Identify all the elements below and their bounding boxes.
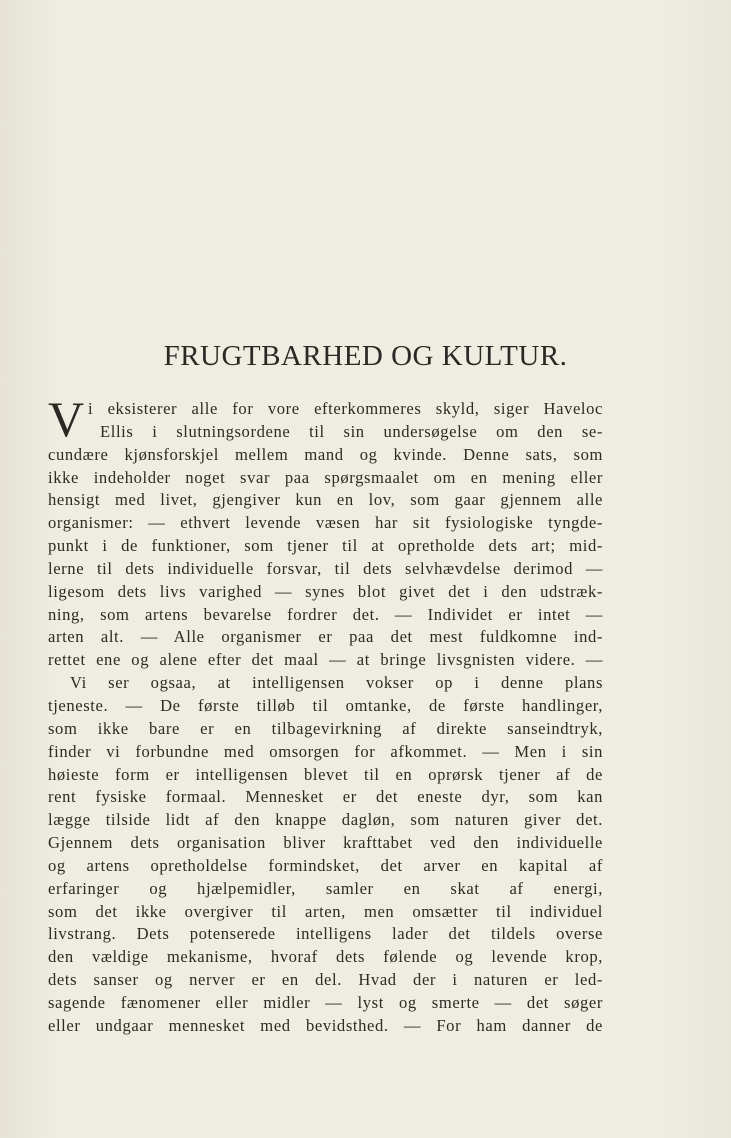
text-line: arten alt. — Alle organismer er paa det mest fuldkomne ind- [48, 627, 603, 647]
text-line: cundære kjønsforskjel mellem mand og kvinde. Denne sats, som [48, 444, 603, 464]
text-line: organismer: — ethvert levende væsen har sit fysiologiske tyngde- [48, 513, 603, 533]
text-line: ligesom dets livs varighed — synes blot givet det i den udstræk- [48, 581, 603, 601]
text-line: den vældige mekanisme, hvoraf dets følende og levende krop, [48, 947, 603, 967]
text-line: sagende fænomener eller midler — lyst og smerte — det søger [48, 992, 603, 1012]
text-line: finder vi forbundne med omsorgen for afkommet. — Men i sin [48, 741, 603, 761]
chapter-title: FRUGTBARHED OG KULTUR. [163, 340, 568, 372]
drop-cap: V [48, 391, 85, 447]
text-line: ikke indeholder noget svar paa spørgsmaalet om en mening eller [48, 467, 603, 487]
text-line: lerne til dets individuelle forsvar, til dets selvhævdelse derimod — [48, 558, 603, 578]
text-line: rettet ene og alene efter det maal — at bringe livsgnisten videre. — [48, 650, 603, 670]
text-line: ning, som artens bevarelse fordrer det. — Individet er intet — [48, 604, 603, 624]
text-line: som ikke bare er en tilbagevirkning af direkte sanseindtryk, [48, 718, 603, 738]
text-line: punkt i de funktioner, som tjener til at opretholde dets art; mid- [48, 536, 603, 556]
text-line: som det ikke overgiver til arten, men omsætter til individuel [48, 901, 603, 921]
text-line: tjeneste. — De første tilløb til omtanke, de første handlinger, [48, 695, 603, 715]
text-line: erfaringer og hjælpemidler, samler en skat af energi, [48, 878, 603, 898]
text-line: i eksisterer alle for vore efterkommeres skyld, siger Haveloc [88, 399, 603, 418]
text-line: hensigt med livet, gjengiver kun en lov, som gaar gjennem alle [48, 490, 603, 510]
text-line: og artens opretholdelse formindsket, det arver en kapital af [48, 855, 603, 875]
text-line: livstrang. Dets potenserede intelligens lader det tildels overse [48, 924, 603, 944]
text-line: høieste form er intelligensen blevet til en oprørsk tjener af de [48, 764, 603, 784]
text-line: lægge tilside lidt af den knappe dagløn, som naturen giver det. [48, 810, 603, 830]
text-line: Ellis i slutningsordene til sin undersøgelse om den se- [100, 421, 603, 441]
text-line: dets sanser og nerver er en del. Hvad der i naturen er led- [48, 970, 603, 990]
text-line: Vi ser ogsaa, at intelligensen vokser op i denne plans [70, 673, 603, 693]
text-line: rent fysiske formaal. Mennesket er det eneste dyr, som kan [48, 787, 603, 807]
body-text [48, 398, 603, 1038]
text-line: eller undgaar mennesket med bevidsthed. — For ham danner de [48, 1015, 603, 1035]
text-line: Gjennem dets organisation bliver krafttabet ved den individuelle [48, 833, 603, 853]
